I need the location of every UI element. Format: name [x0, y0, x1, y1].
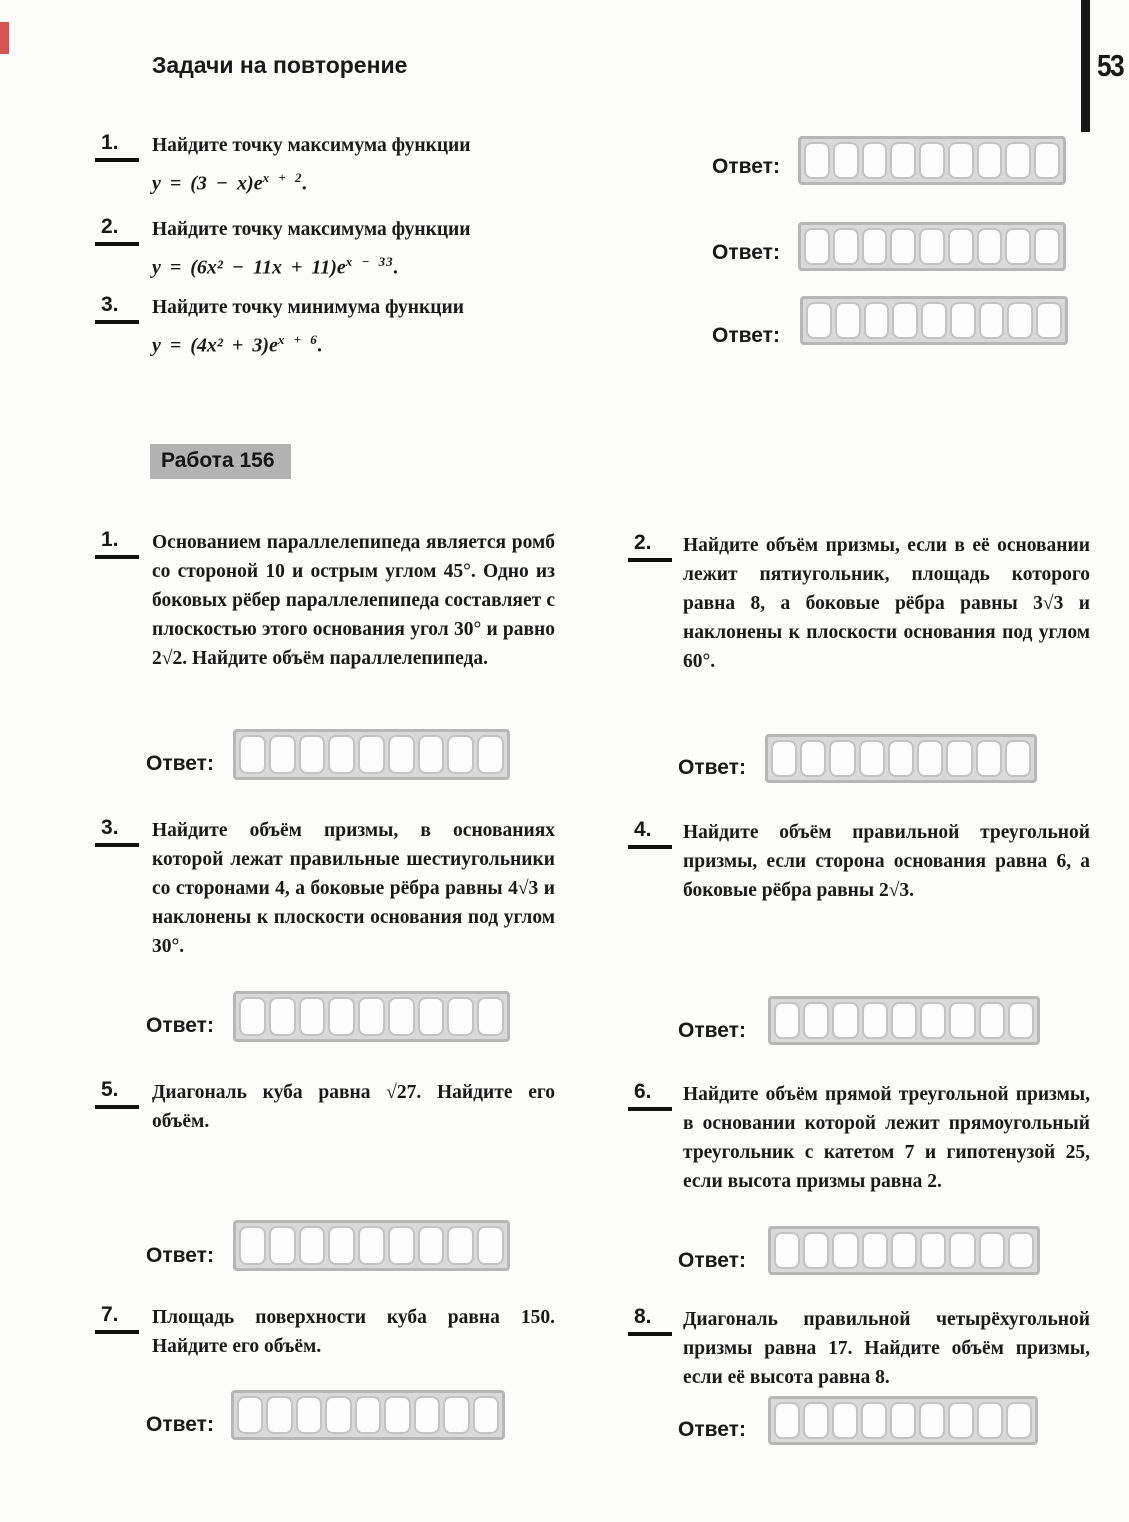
answer-cell[interactable]	[833, 142, 859, 179]
answer-cell[interactable]	[418, 735, 445, 774]
answer-cell[interactable]	[829, 740, 855, 777]
answer-cell[interactable]	[447, 997, 474, 1036]
problem-number: 7.	[95, 1303, 153, 1334]
answer-cell[interactable]	[358, 735, 385, 774]
page-number: 53	[1097, 48, 1123, 83]
answer-cell[interactable]	[804, 228, 830, 265]
answer-cell[interactable]	[892, 302, 918, 339]
answer-cell[interactable]	[917, 740, 943, 777]
answer-cell[interactable]	[1005, 228, 1031, 265]
answer-cell[interactable]	[388, 735, 415, 774]
answer-grid[interactable]	[765, 734, 1037, 783]
answer-cell[interactable]	[977, 228, 1003, 265]
answer-cell[interactable]	[804, 142, 830, 179]
answer-cell[interactable]	[1034, 228, 1060, 265]
answer-cell[interactable]	[919, 228, 945, 265]
answer-cell[interactable]	[976, 740, 1002, 777]
problem-text: Диагональ куба равна √27. Найдите его объём.	[152, 1082, 555, 1132]
answer-cell[interactable]	[800, 740, 826, 777]
answer-label: Ответ:	[146, 1244, 214, 1267]
answer-cell[interactable]	[861, 1402, 887, 1439]
answer-cell[interactable]	[948, 142, 974, 179]
answer-cell[interactable]	[949, 1232, 975, 1269]
answer-cell[interactable]	[919, 142, 945, 179]
problem-text: Найдите объём прямой треугольной призмы, в основании которой лежит прямоугольный треугольник с катетом 7 и гипотенузой 25, если высота призмы равна 2.	[683, 1084, 1090, 1192]
answer-grid[interactable]	[768, 1396, 1038, 1445]
answer-cell[interactable]	[388, 997, 415, 1036]
answer-label: Ответ:	[146, 752, 214, 775]
answer-cell[interactable]	[269, 735, 296, 774]
problem-prompt: Найдите точку максимума функции	[152, 135, 471, 156]
answer-cell[interactable]	[864, 302, 890, 339]
answer-label: Ответ:	[146, 1413, 214, 1436]
answer-cell[interactable]	[418, 1226, 445, 1265]
answer-cell[interactable]	[418, 997, 445, 1036]
answer-grid[interactable]	[768, 996, 1040, 1045]
answer-cell[interactable]	[1005, 740, 1031, 777]
answer-label: Ответ:	[678, 1418, 746, 1441]
answer-cell[interactable]	[948, 1402, 974, 1439]
answer-cell[interactable]	[832, 1232, 858, 1269]
answer-label: Ответ:	[712, 155, 780, 178]
answer-cell[interactable]	[477, 1226, 504, 1265]
section-title: Работа 156	[150, 444, 291, 479]
problem-number: 2.	[628, 531, 686, 562]
answer-label: Ответ:	[712, 324, 780, 347]
answer-cell[interactable]	[1008, 1002, 1034, 1039]
answer-label: Ответ:	[146, 1014, 214, 1037]
answer-cell[interactable]	[948, 228, 974, 265]
problem-text	[152, 131, 555, 199]
problem-number: 6.	[628, 1080, 686, 1111]
answer-cell[interactable]	[447, 1226, 474, 1265]
answer-cell[interactable]	[950, 302, 976, 339]
problem-text: Площадь поверхности куба равна 150. Найдите его объём.	[152, 1307, 555, 1357]
answer-grid[interactable]	[798, 136, 1066, 185]
answer-cell[interactable]	[1006, 1402, 1032, 1439]
problem-text: Найдите объём призмы, если в её основании лежит пятиугольник, площадь которого равна 8, а боковые рёбра равны 3√3 и наклонены к плоскости основания под углом 60°.	[683, 535, 1090, 672]
answer-cell[interactable]	[414, 1396, 440, 1434]
answer-cell[interactable]	[443, 1396, 469, 1434]
answer-cell[interactable]	[1008, 1232, 1034, 1269]
problem-text: Диагональ правильной четырёхугольной призмы равна 17. Найдите объём призмы, если её высота равна 8.	[683, 1309, 1090, 1388]
answer-cell[interactable]	[832, 1402, 858, 1439]
answer-cell[interactable]	[921, 302, 947, 339]
answer-cell[interactable]	[919, 1402, 945, 1439]
page-title: Задачи на повторение	[152, 52, 408, 78]
answer-cell[interactable]	[774, 1232, 800, 1269]
answer-cell[interactable]	[890, 142, 916, 179]
answer-cell[interactable]	[237, 1396, 263, 1434]
answer-cell[interactable]	[1034, 142, 1060, 179]
answer-cell[interactable]	[299, 1226, 326, 1265]
answer-cell[interactable]	[890, 228, 916, 265]
answer-grid[interactable]	[798, 222, 1066, 271]
answer-cell[interactable]	[806, 302, 832, 339]
answer-cell[interactable]	[771, 740, 797, 777]
answer-cell[interactable]	[328, 1226, 355, 1265]
answer-cell[interactable]	[888, 740, 914, 777]
problem-text: Найдите объём правильной треугольной призмы, если сторона основания равна 6, а боковые рёбра равны 2√3.	[683, 822, 1090, 901]
answer-cell[interactable]	[358, 1226, 385, 1265]
answer-label: Ответ:	[678, 756, 746, 779]
answer-label: Ответ:	[678, 1019, 746, 1042]
answer-cell[interactable]	[328, 997, 355, 1036]
problem-text	[152, 293, 555, 361]
problem-number: 5.	[95, 1078, 153, 1109]
red-edge-mark	[0, 22, 9, 54]
problem-number: 3.	[95, 293, 153, 324]
answer-cell[interactable]	[862, 142, 888, 179]
answer-cell[interactable]	[299, 997, 326, 1036]
answer-cell[interactable]	[890, 1402, 916, 1439]
answer-cell[interactable]	[920, 1232, 946, 1269]
answer-cell[interactable]	[833, 228, 859, 265]
answer-cell[interactable]	[239, 735, 266, 774]
problem-number: 8.	[628, 1305, 686, 1336]
answer-cell[interactable]	[862, 228, 888, 265]
answer-cell[interactable]	[388, 1226, 415, 1265]
answer-cell[interactable]	[832, 1002, 858, 1039]
answer-label: Ответ:	[712, 241, 780, 264]
answer-cell[interactable]	[296, 1396, 322, 1434]
answer-cell[interactable]	[269, 997, 296, 1036]
answer-cell[interactable]	[1007, 302, 1033, 339]
answer-cell[interactable]	[979, 1002, 1005, 1039]
answer-cell[interactable]	[859, 740, 885, 777]
answer-cell[interactable]	[473, 1396, 499, 1434]
answer-cell[interactable]	[239, 997, 266, 1036]
answer-cell[interactable]	[1005, 142, 1031, 179]
answer-cell[interactable]	[891, 1232, 917, 1269]
answer-cell[interactable]	[803, 1002, 829, 1039]
problem-text: Основанием параллелепипеда является ромб со стороной 10 и острым углом 45°. Одно из боковых рёбер параллелепипеда составляет с плоскостью этого основания угол 30° и равно 2√2. Найдите объём параллелепипеда.	[152, 532, 555, 669]
problem-number: 2.	[95, 215, 153, 246]
answer-grid[interactable]	[233, 1220, 510, 1271]
problem-formula: $y = (4x^2 + 3)e^{x + 6}$.	[152, 332, 323, 357]
answer-cell[interactable]	[803, 1402, 829, 1439]
answer-cell[interactable]	[977, 142, 1003, 179]
answer-cell[interactable]	[946, 740, 972, 777]
page-edge-bar	[1081, 0, 1090, 132]
answer-cell[interactable]	[384, 1396, 410, 1434]
answer-cell[interactable]	[477, 997, 504, 1036]
answer-cell[interactable]	[803, 1232, 829, 1269]
answer-grid[interactable]	[800, 296, 1068, 345]
problem-formula: $y = (3 - x)e^{x + 2}$.	[152, 170, 308, 195]
answer-cell[interactable]	[447, 735, 474, 774]
answer-cell[interactable]	[239, 1226, 266, 1265]
problem-number: 1.	[95, 528, 153, 559]
answer-grid[interactable]	[231, 1390, 505, 1440]
answer-cell[interactable]	[477, 735, 504, 774]
problem-formula: $y = (6x^2 - 11x + 11)e^{x - 33}$.	[152, 254, 399, 279]
problem-number: 4.	[628, 818, 686, 849]
answer-cell[interactable]	[862, 1232, 888, 1269]
problem-prompt: Найдите точку минимума функции	[152, 297, 464, 318]
answer-cell[interactable]	[949, 1002, 975, 1039]
answer-cell[interactable]	[979, 302, 1005, 339]
problem-text: Найдите объём призмы, в основаниях которой лежат правильные шестиугольники со сторонами 4, а боковые рёбра равны 4√3 и наклонены к плоскости основания под углом 30°.	[152, 820, 555, 957]
answer-cell[interactable]	[299, 735, 326, 774]
answer-cell[interactable]	[891, 1002, 917, 1039]
answer-cell[interactable]	[862, 1002, 888, 1039]
answer-grid[interactable]	[233, 991, 510, 1042]
problem-number: 3.	[95, 816, 153, 847]
answer-grid[interactable]	[233, 729, 510, 780]
answer-cell[interactable]	[774, 1002, 800, 1039]
problem-text	[152, 215, 555, 283]
answer-cell[interactable]	[1036, 302, 1062, 339]
problem-prompt: Найдите точку максимума функции	[152, 219, 471, 240]
answer-cell[interactable]	[774, 1402, 800, 1439]
answer-cell[interactable]	[920, 1002, 946, 1039]
answer-cell[interactable]	[355, 1396, 381, 1434]
answer-label: Ответ:	[678, 1249, 746, 1272]
answer-cell[interactable]	[979, 1232, 1005, 1269]
answer-cell[interactable]	[835, 302, 861, 339]
answer-cell[interactable]	[977, 1402, 1003, 1439]
answer-cell[interactable]	[269, 1226, 296, 1265]
answer-cell[interactable]	[325, 1396, 351, 1434]
answer-grid[interactable]	[768, 1226, 1040, 1275]
answer-cell[interactable]	[328, 735, 355, 774]
answer-cell[interactable]	[266, 1396, 292, 1434]
answer-cell[interactable]	[358, 997, 385, 1036]
problem-number: 1.	[95, 131, 153, 162]
